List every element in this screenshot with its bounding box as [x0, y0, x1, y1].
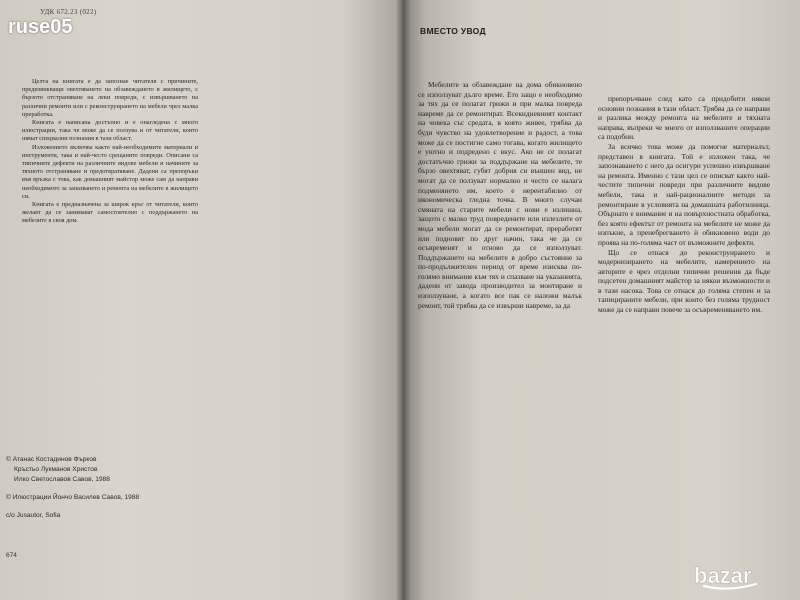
bazar-logo-icon — [690, 560, 790, 592]
chapter-heading: ВМЕСТО УВОД — [420, 26, 486, 36]
watermark-ruse05: ruse05 — [8, 16, 73, 38]
body-paragraph: Мебелите за обзавеждане на дома обикновено се използуват дълго време. Ето защо е необходимо за тях да се полагат грижи и при малка повреда навреме да се ремонтират. Всекидневният контакт на човека със средата, в която живее, трябва да буди чувство на удовлетворение и радост, а това може да се постигне само тогава, когато жилището е уютно и подредено с вкус. Ако не се полагат достатъчно грижи за поддържане на мебелите, те бързо овехтяват, губят добрия си външен вид, не могат да се ползуват нормално и често се налага подменянето им, което е нерентабилно от икономическа гледна точка. В много случаи смяната на старите мебели с нови е излишна, защото с малко труд повредените или излезлите от мода мебели могат да се ремонтират, преработят или подновят по друг начин, така че да се осъвременят и отново да се използуват. Поддържането на мебелите в добро състояние за по-продължителен период от време изисква по-голямо внимание към тях и спазване на указанията, дадени от завода производител за монтиране и използуване, а когато все пак се наложи малък ремонт, той трябва да се извърши навреме, за да — [418, 80, 582, 310]
credit-line: © Атанас Костадинов Фърков — [6, 456, 97, 463]
description-paragraph: Книгата е написана достъпно и е онагледена с много илюстрации, така че може да се ползува и от читатели, които нямат специални познания в тази област. — [22, 119, 198, 143]
body-paragraph: препоръчване след като са придобити някои основни познания в тази област. Трябва да се направи и разлика между ремонта на мебелите и тяхната направа, въпреки че много от използваните операции са подобни. — [598, 94, 770, 142]
page-number: 674 — [6, 552, 17, 559]
body-paragraph: За всичко това може да помогне материалът, представен в книгата. Той е изложен така, че запознаването с него да осигури успешно извършване на ремонта. Именно с тази цел се описват както най-честите типични повреди при различните видове мебели, така и най-рационалните методи за ремонтиране в условията на домашната работилница. Обърнато е внимание и на повърхностната обработка, без която ефектът от ремонта на мебелите не може да изпъкне, а пренебрегването ѝ обикновено води до проява на по-голяма част от възможните дефекти. — [598, 141, 770, 247]
description-paragraph: Книгата е предназначена за широк кръг от читатели, които желаят да се занимават самостоятелно с поддържането на мебелите в своя дом. — [22, 201, 198, 225]
credit-line: Илко Светославов Савов, 1988 — [14, 476, 110, 483]
book-description — [22, 78, 198, 226]
description-paragraph: Целта на книгата е да запознае читателя с причините, предизвикващи овехтяването на обзавеждането в жилището, с бързото отстраняване на леки повреди, с извършването на различни ремонти или с реконструирането на мебели чрез малка преработка. — [22, 78, 198, 118]
book-gutter — [396, 0, 410, 600]
copyright-credits — [6, 455, 246, 521]
description-paragraph: Изложението включва както най-необходимите материали и инструменти, така и най-често срещаните повреди. Описани са типичните дефекти на различните видове мебели и начините за тяхното отстраняване и предотвратяване. Дадени са препоръки във връзка с това, как домашният майстор може сам да направи необходимото за запазването и ремонта на мебелите в жилището си. — [22, 143, 198, 200]
text-column-left — [418, 80, 582, 310]
text-column-right — [598, 94, 770, 315]
credit-line: c/o Jusautor, Sofia — [6, 512, 61, 519]
credit-line: © Илюстрации Йончо Василев Савов, 1988 — [6, 494, 140, 501]
credit-line: Кръстьо Лукманов Христов — [14, 466, 98, 473]
body-paragraph: Що се отнася до реконструирането и модернизирането на мебелите, намерението на авторите е чрез отделни типични решения да бъде подсетен домашният майстор за някои възможности и в тази насока. Това се отнася до голяма степен и за тапицираните мебели, при които без голяма трудност може да се направи повече за осъвременяването им. — [598, 247, 770, 315]
logo-wordmark: bazar — [694, 563, 752, 588]
udk-code: УДК 672.23 (022) — [40, 8, 97, 16]
